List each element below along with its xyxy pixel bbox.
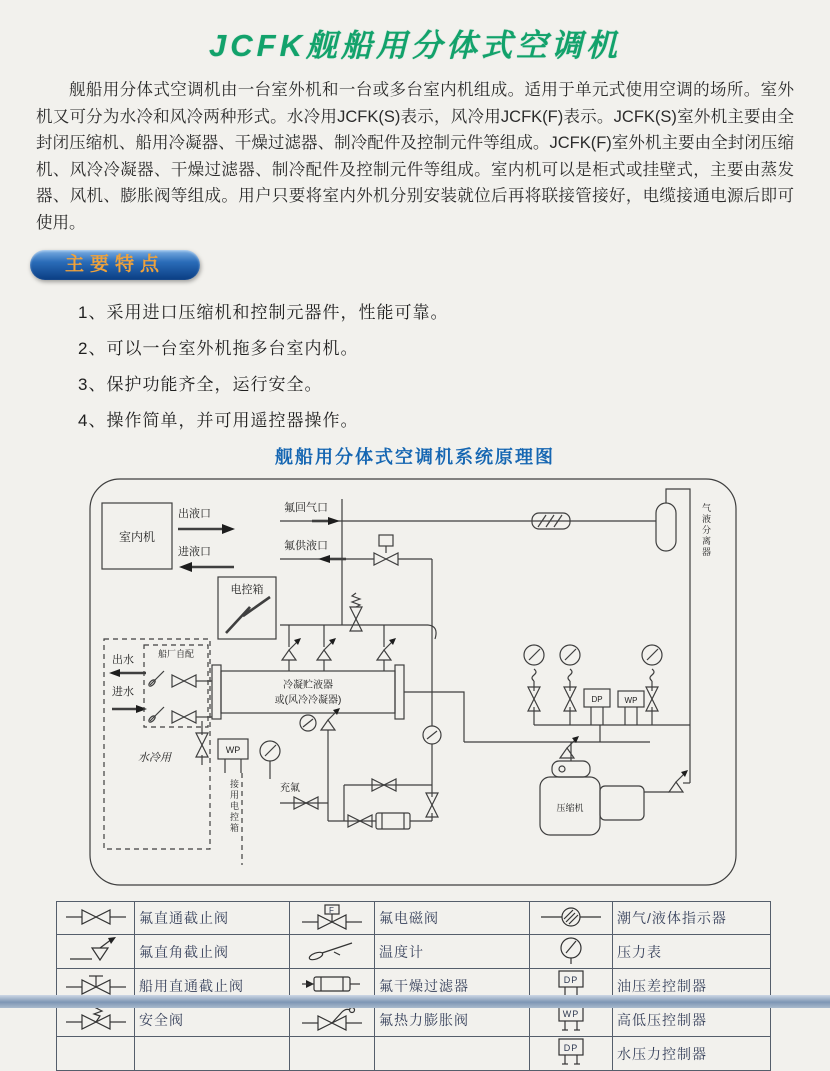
features-badge: 主要特点	[30, 250, 200, 280]
legend-row	[57, 935, 771, 969]
thermometer	[148, 671, 164, 687]
svg-text:氟供液口: 氟供液口	[284, 540, 328, 552]
thermometer-icon	[290, 935, 375, 969]
legend-label: 船用直通截止阀	[135, 969, 290, 1003]
gauge-manifold	[404, 645, 690, 742]
charge-port	[280, 781, 328, 809]
filter-drier	[376, 813, 410, 829]
solenoid-valve	[374, 535, 398, 565]
svg-text:冷凝贮液器: 冷凝贮液器	[283, 680, 333, 691]
legend-label: 油压差控制器	[613, 969, 771, 1003]
svg-text:接用电控箱: 接用电控箱	[229, 779, 239, 834]
feature-item: 2、可以一台室外机拖多台室内机。	[78, 339, 359, 358]
svg-text:水冷用: 水冷用	[138, 752, 171, 764]
legend-row	[57, 1037, 771, 1071]
legend-empty-cell	[375, 1037, 530, 1071]
high-low-pressure-controller	[618, 691, 644, 725]
legend-label: 氟直通截止阀	[135, 902, 290, 935]
control-box	[218, 577, 276, 639]
thermometer	[148, 707, 164, 723]
water-valve	[172, 711, 196, 723]
liquid-out-arrow	[178, 506, 235, 534]
water-pressure-controller-icon	[530, 1037, 613, 1071]
gas-return-line	[280, 499, 656, 625]
pressure-gauge	[560, 645, 580, 665]
page-footer-band	[0, 995, 830, 1008]
svg-text:电控箱: 电控箱	[230, 584, 264, 596]
oil-dp-controller	[584, 689, 610, 725]
system-diagram	[84, 473, 744, 893]
compressor	[540, 736, 690, 835]
page-title: JCFK舰船用分体式空调机	[209, 28, 621, 63]
legend-label: 水压力控制器	[613, 1037, 771, 1071]
svg-text:船厂自配: 船厂自配	[157, 649, 195, 659]
legend-label: 温度计	[375, 935, 530, 969]
legend-label: 潮气/液体指示器	[613, 902, 771, 935]
svg-text:出水: 出水	[112, 654, 134, 666]
pressure-gauge	[260, 741, 280, 761]
condenser-top-valves	[280, 593, 436, 671]
svg-text:出液口: 出液口	[178, 508, 211, 520]
legend-label: 氟干燥过滤器	[375, 969, 530, 1003]
liquid-line	[321, 708, 441, 829]
svg-text:WP: WP	[562, 1009, 580, 1019]
water-cooled-section	[104, 639, 210, 849]
solenoid-valve-icon	[290, 902, 375, 935]
svg-text:充氟: 充氟	[280, 783, 300, 794]
svg-text:F: F	[329, 905, 335, 915]
legend-empty-cell	[57, 1037, 135, 1071]
legend-empty-cell	[135, 1037, 290, 1071]
gas-liquid-separator	[656, 489, 711, 783]
legend-label: 氟直角截止阀	[135, 935, 290, 969]
feature-item: 4、操作简单，并可用遥控器操作。	[78, 411, 359, 430]
pressure-gauge	[524, 645, 544, 665]
water-pressure-group	[196, 721, 280, 865]
pressure-gauge	[642, 645, 662, 665]
feature-item: 3、保护功能齐全，运行安全。	[78, 375, 323, 394]
straight-stop-valve-icon	[57, 902, 135, 935]
legend-label: 高低压控制器	[613, 1003, 771, 1037]
feature-item: 1、采用进口压缩机和控制元器件，性能可靠。	[78, 303, 449, 322]
water-valve	[172, 675, 196, 687]
svg-text:或(风冷冷凝器): 或(风冷冷凝器)	[274, 695, 342, 706]
indoor-unit-box	[102, 503, 172, 569]
liquid-in-arrow	[178, 544, 234, 572]
svg-text:室内机: 室内机	[118, 530, 156, 544]
sight-glass-icon	[530, 902, 613, 935]
intro-paragraph: 舰船用分体式空调机由一台室外机和一台或多台室内机组成。适用于单元式使用空调的场所。室外机又可分为水冷和风冷两种形式。水冷用JCFK(S)表示，风冷用JCFK(F)表示。JCFK(S)室外机主要由全封闭压缩机、船用冷凝器、干燥过滤器、制冷配件及控制元件等组成。JCFK(F)室外机主要由全封闭压缩机、风冷冷凝器、干燥过滤器、制冷配件及控制元件等组成。室内机可以是柜式或挂壁式，主要由蒸发器、风机、膨胀阀等组成。用户只要将室内外机分别安装就位后再将联接管接好，电缆接通电源后即可使用。	[36, 81, 794, 232]
svg-text:WP: WP	[225, 745, 241, 755]
suction-valve	[669, 770, 688, 792]
svg-text:进液口: 进液口	[178, 546, 211, 558]
pressure-gauge-icon	[530, 935, 613, 969]
legend-label: 氟电磁阀	[375, 902, 530, 935]
svg-text:DP: DP	[591, 695, 603, 704]
shipyard-supplied-box	[144, 645, 212, 727]
svg-text:DP: DP	[563, 975, 579, 985]
svg-text:压缩机: 压缩机	[556, 803, 584, 813]
svg-text:DP: DP	[563, 1043, 579, 1053]
svg-text:WP: WP	[624, 696, 638, 705]
svg-text:气液分离器: 气液分离器	[701, 503, 711, 558]
legend-label: 氟热力膨胀阀	[375, 1003, 530, 1037]
condenser	[212, 665, 404, 731]
features-list	[78, 298, 830, 431]
svg-text:氟回气口: 氟回气口	[284, 502, 328, 514]
legend-empty-cell	[290, 1037, 375, 1071]
legend-row	[57, 902, 771, 935]
diagram-title: 舰船用分体式空调机系统原理图	[275, 447, 555, 467]
svg-text:进水: 进水	[112, 686, 134, 698]
legend-label: 安全阀	[135, 1003, 290, 1037]
legend-label: 压力表	[613, 935, 771, 969]
angle-stop-valve-icon	[57, 935, 135, 969]
legend-table	[56, 901, 771, 1071]
